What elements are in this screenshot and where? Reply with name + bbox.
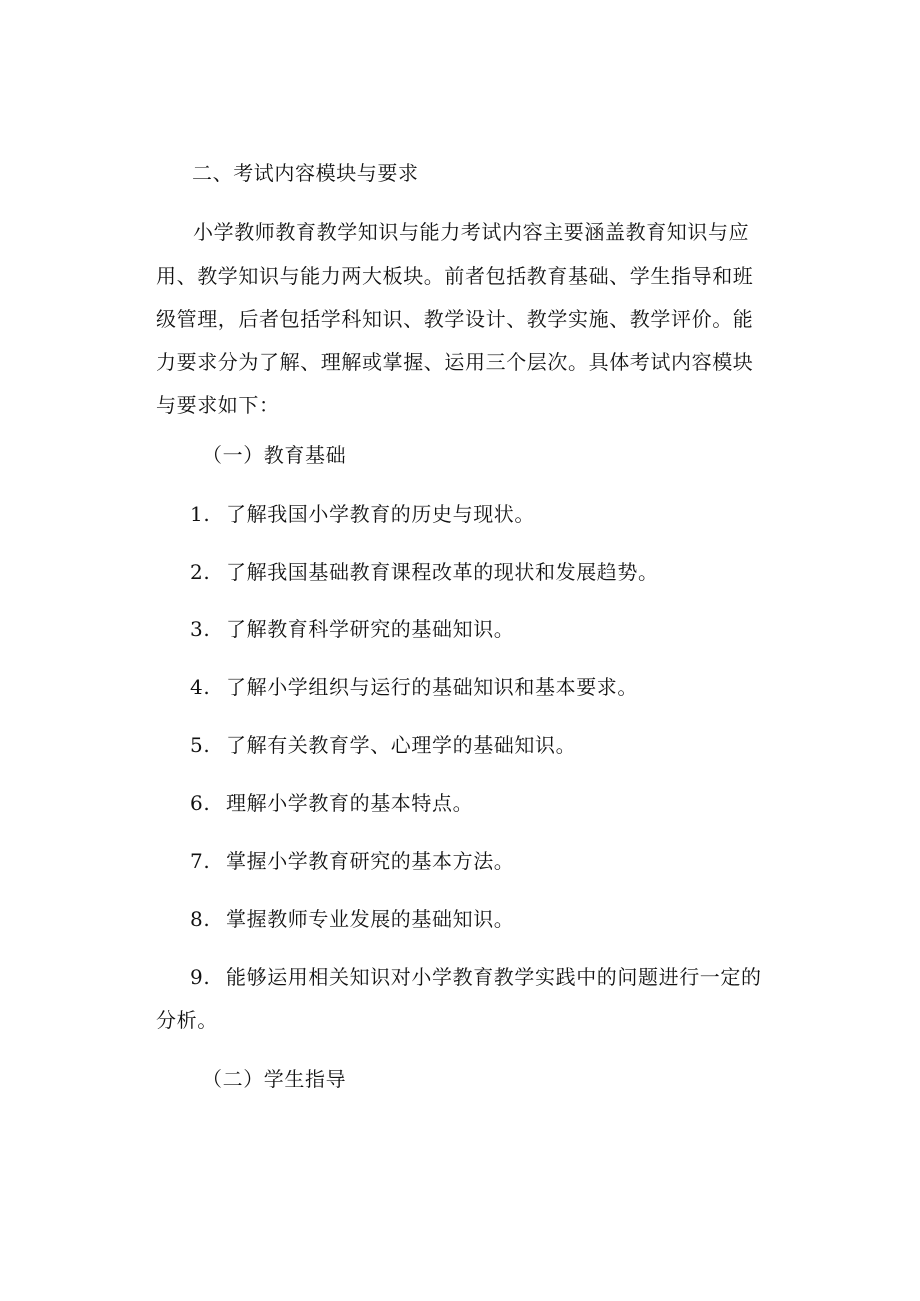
subsection-title-2: （二）学生指导: [202, 1067, 347, 1091]
intro-paragraph-line-1: 小学教师教育教学知识与能力考试内容主要涵盖教育知识与应: [193, 220, 750, 244]
list-item-7: [190, 849, 514, 873]
list-item-9: [190, 965, 762, 989]
list-item-number: 1.: [190, 502, 211, 526]
list-item-text: 掌握小学教育研究的基本方法。: [226, 849, 515, 873]
list-item-number: 9.: [190, 965, 211, 989]
list-item-text: 能够运用相关知识对小学教育教学实践中的问题进行一定的: [226, 965, 762, 989]
list-item-number: 2.: [190, 560, 211, 584]
list-item-6: [190, 791, 473, 815]
list-item-4: [190, 675, 638, 699]
list-item-number: 5.: [190, 733, 211, 757]
list-item-text: 了解有关教育学、心理学的基础知识。: [226, 733, 577, 757]
list-item-text: 了解小学组织与运行的基础知识和基本要求。: [226, 675, 638, 699]
list-item-9-continuation: 分析。: [156, 1008, 218, 1032]
intro-paragraph-line-5: 与要求如下：: [156, 393, 280, 417]
list-item-text: 了解我国小学教育的历史与现状。: [226, 502, 535, 526]
list-item-number: 6.: [190, 791, 211, 815]
list-item-number: 7.: [190, 849, 211, 873]
list-item-8: [190, 907, 514, 931]
list-item-5: [190, 733, 576, 757]
subsection-title-1: （一）教育基础: [202, 443, 347, 467]
list-item-1: [190, 502, 535, 526]
intro-paragraph-line-4: 力要求分为了解、理解或掌握、运用三个层次。具体考试内容模块: [156, 350, 754, 374]
list-item-number: 4.: [190, 675, 211, 699]
list-item-text: 了解教育科学研究的基础知识。: [226, 617, 515, 641]
list-item-2: [190, 560, 659, 584]
intro-paragraph-line-3: 级管理，后者包括学科知识、教学设计、教学实施、教学评价。能: [156, 307, 754, 331]
list-item-text: 掌握教师专业发展的基础知识。: [226, 907, 515, 931]
list-item-text: 理解小学教育的基本特点。: [226, 791, 474, 815]
intro-paragraph-line-2: 用、教学知识与能力两大板块。前者包括教育基础、学生指导和班: [156, 264, 754, 288]
list-item-number: 8.: [190, 907, 211, 931]
list-item-number: 3.: [190, 617, 211, 641]
section-heading: 二、考试内容模块与要求: [192, 161, 419, 185]
list-item-3: [190, 617, 514, 641]
list-item-text: 了解我国基础教育课程改革的现状和发展趋势。: [226, 560, 659, 584]
